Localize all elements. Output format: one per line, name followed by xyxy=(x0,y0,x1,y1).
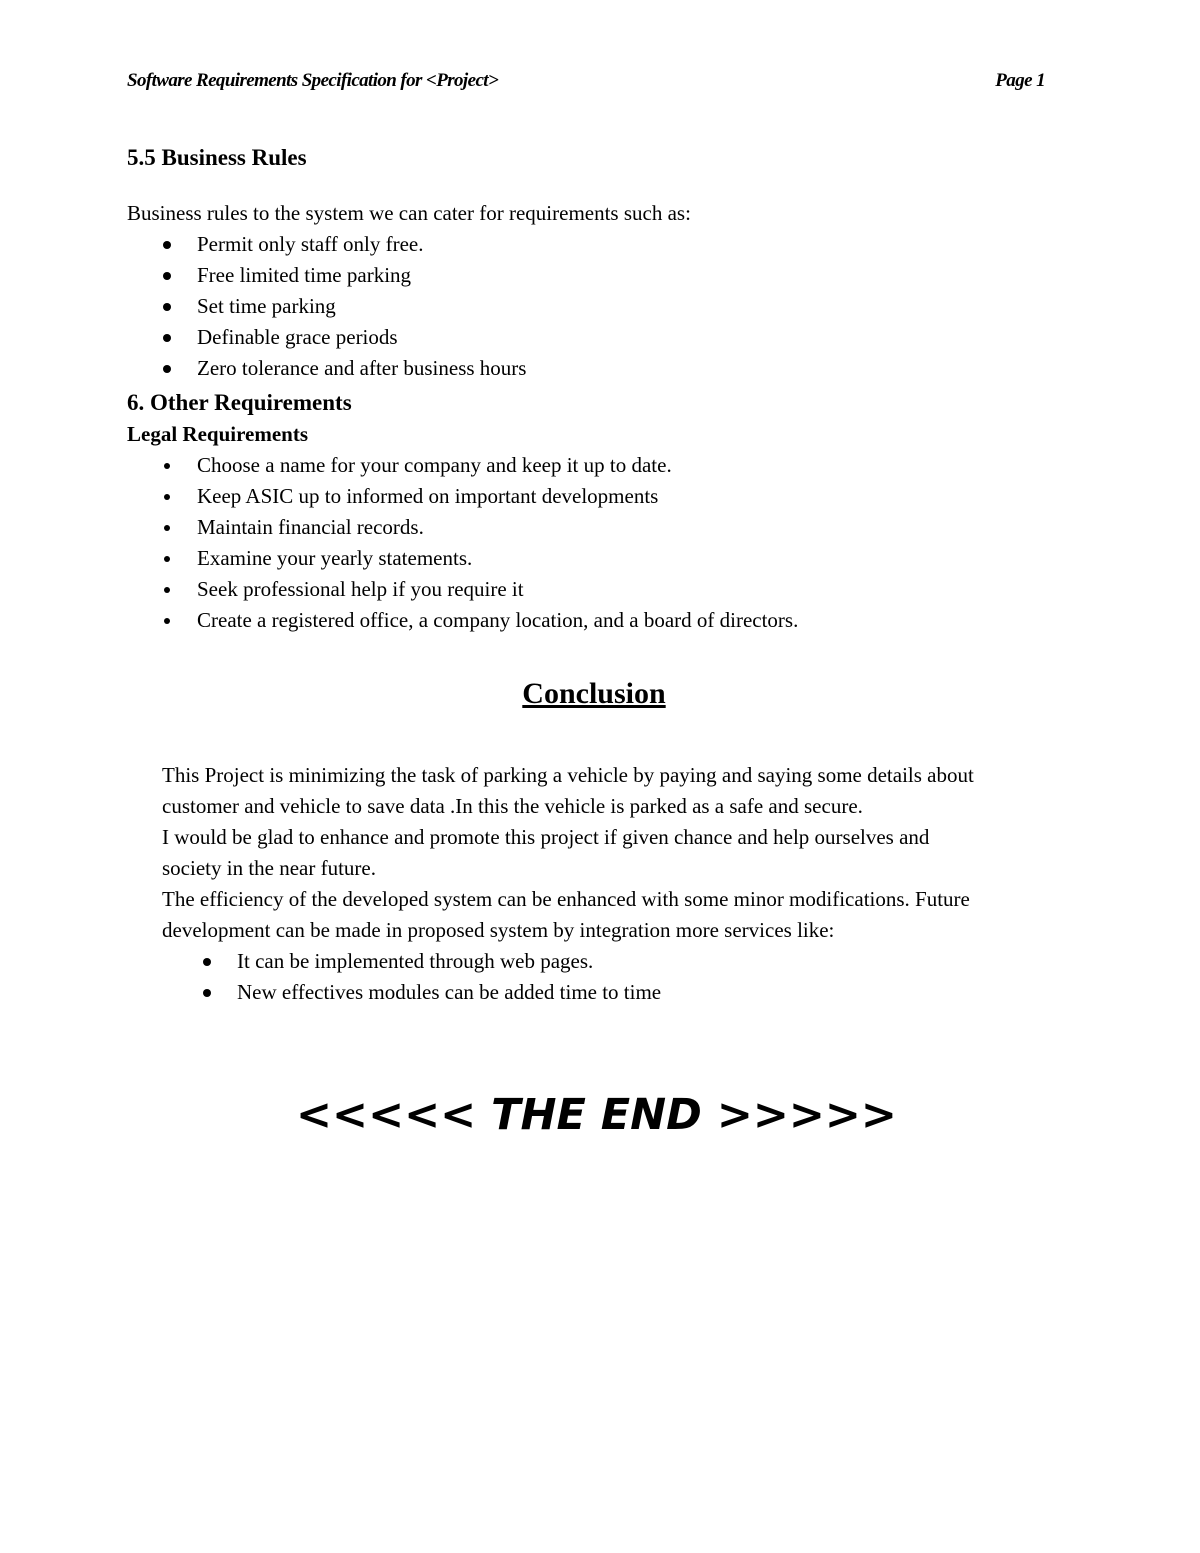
other-requirements-heading: 6. Other Requirements xyxy=(127,390,352,415)
conclusion-line: I would be glad to enhance and promote this project if given chance and help ourselves and xyxy=(162,825,930,849)
document-body xyxy=(127,142,1087,1008)
list-item: Choose a name for your company and keep it up to date. xyxy=(127,450,1087,481)
list-item: Free limited time parking xyxy=(127,260,1087,291)
list-item: Definable grace periods xyxy=(127,322,1087,353)
list-item: Keep ASIC up to informed on important developments xyxy=(127,481,1087,512)
future-scope-list xyxy=(162,946,1092,1008)
list-item: Set time parking xyxy=(127,291,1087,322)
conclusion-line: customer and vehicle to save data .In this the vehicle is parked as a safe and secure. xyxy=(162,794,863,818)
conclusion-line: development can be made in proposed system by integration more services like: xyxy=(162,918,835,942)
list-item: Seek professional help if you require it xyxy=(127,574,1087,605)
header-title: Software Requirements Specification for <Project> xyxy=(127,70,499,91)
list-item: Zero tolerance and after business hours xyxy=(127,353,1087,384)
conclusion-body xyxy=(162,760,1092,1008)
conclusion-line: society in the near future. xyxy=(162,856,376,880)
conclusion-heading: Conclusion xyxy=(522,677,666,710)
list-item: Examine your yearly statements. xyxy=(127,543,1087,574)
legal-requirements-heading: Legal Requirements xyxy=(127,422,309,446)
the-end-banner: <<<<< THE END >>>>> xyxy=(296,1090,897,1140)
conclusion-line: This Project is minimizing the task of parking a vehicle by paying and saying some details about xyxy=(162,763,974,787)
list-item: New effectives modules can be added time to time xyxy=(162,977,1092,1008)
list-item: It can be implemented through web pages. xyxy=(162,946,1092,977)
header-page-number: Page 1 xyxy=(995,70,1045,91)
list-item: Create a registered office, a company location, and a board of directors. xyxy=(127,605,1087,636)
business-rules-heading: 5.5 Business Rules xyxy=(127,145,307,170)
list-item: Maintain financial records. xyxy=(127,512,1087,543)
business-rules-intro: Business rules to the system we can cater for requirements such as: xyxy=(127,201,691,225)
legal-requirements-list xyxy=(127,450,1087,636)
list-item: Permit only staff only free. xyxy=(127,229,1087,260)
conclusion-line: The efficiency of the developed system can be enhanced with some minor modifications. Future xyxy=(162,887,970,911)
business-rules-list xyxy=(127,229,1087,384)
